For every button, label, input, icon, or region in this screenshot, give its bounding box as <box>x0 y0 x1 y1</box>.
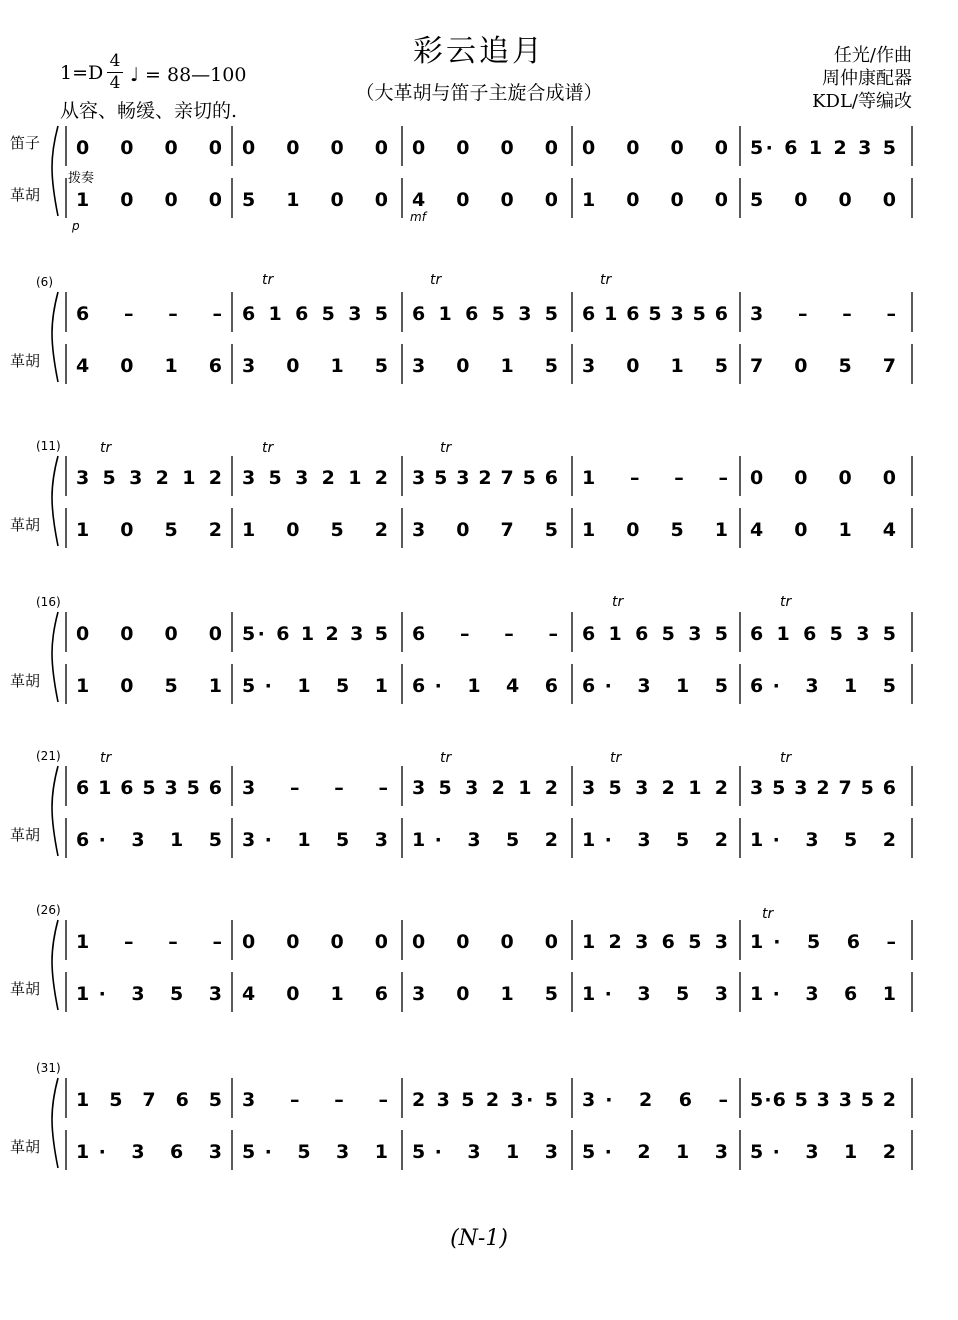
system-brace <box>52 612 58 702</box>
flute-measure: 3 5 3 2 1 2 <box>412 777 560 799</box>
gehu-measure: 4 0 0 0 <box>412 189 560 211</box>
flute-measure: 6 1 6 5 3 5 <box>582 623 730 645</box>
trill-mark: tr <box>430 272 442 288</box>
instrument-label-gehu: 革胡 <box>10 1138 41 1156</box>
pizzicato-label: 拨奏 <box>68 171 95 186</box>
instrument-label-gehu: 革胡 <box>10 352 41 370</box>
score-title: 彩云追月 <box>413 34 545 69</box>
measure-number: (21) <box>36 749 61 763</box>
gehu-measure: 1· 3 5 2 <box>750 829 898 851</box>
gehu-measure: 5· 3 1 3 <box>412 1141 560 1163</box>
flute-measure: 3 5 3 2 1 2 <box>76 467 224 489</box>
gehu-measure: 5 1 0 0 <box>242 189 390 211</box>
trill-mark: tr <box>440 750 452 766</box>
dynamic-p: p <box>72 219 80 233</box>
flute-measure: 3· 2 6 – <box>582 1089 730 1111</box>
flute-measure: 3 – – – <box>242 1089 390 1111</box>
measure-number: (16) <box>36 595 61 609</box>
trill-mark: tr <box>262 440 274 456</box>
system-brace <box>52 126 58 216</box>
flute-measure: 0 0 0 0 <box>242 137 390 159</box>
system-brace <box>52 292 58 382</box>
gehu-measure: 1· 3 6 3 <box>76 1141 224 1163</box>
trill-mark: tr <box>780 594 792 610</box>
flute-measure: 6 1 6 5 3 5 6 <box>76 777 224 799</box>
trill-mark: tr <box>780 750 792 766</box>
measure-number: (31) <box>36 1061 61 1075</box>
trill-mark: tr <box>262 272 274 288</box>
score-subtitle: （大革胡与笛子主旋合成谱） <box>355 82 603 104</box>
trill-mark: tr <box>600 272 612 288</box>
flute-measure: 0 0 0 0 <box>412 931 560 953</box>
flute-measure: 1 – – – <box>582 467 730 489</box>
flute-measure: 0 0 0 0 <box>242 931 390 953</box>
gehu-measure: 6· 3 1 5 <box>76 829 224 851</box>
flute-measure: 3 – – – <box>750 303 898 325</box>
measure-number: (26) <box>36 903 61 917</box>
flute-measure: 0 0 0 0 <box>76 137 224 159</box>
instrument-label-gehu: 革胡 <box>10 672 41 690</box>
gehu-measure: 6· 3 1 5 <box>750 675 898 697</box>
gehu-measure: 4 0 1 6 <box>242 983 390 1005</box>
measure-number: (11) <box>36 439 61 453</box>
instrument-label-gehu: 革胡 <box>10 826 41 844</box>
gehu-measure: 4 0 1 6 <box>76 355 224 377</box>
trill-mark: tr <box>100 750 112 766</box>
flute-measure: 1 2 3 6 5 3 <box>582 931 730 953</box>
flute-measure: 6 – – – <box>76 303 224 325</box>
gehu-measure: 6· 3 1 5 <box>582 675 730 697</box>
gehu-measure: 5· 1 5 1 <box>242 675 390 697</box>
instrument-label-gehu: 革胡 <box>10 980 41 998</box>
flute-measure: 1 5 7 6 5 <box>76 1089 224 1111</box>
tempo-marking: ♩ = 88—100 <box>130 64 247 86</box>
flute-measure: 5· 6 1 2 3 5 <box>750 137 898 159</box>
flute-measure: 0 0 0 0 <box>582 137 730 159</box>
flute-measure: 3 5 3 2 7 5 6 <box>412 467 560 489</box>
gehu-measure: 1· 3 6 1 <box>750 983 898 1005</box>
gehu-measure: 3 0 1 5 <box>242 355 390 377</box>
flute-measure: 6 1 6 5 3 5 <box>242 303 390 325</box>
measure-number: (6) <box>36 275 53 289</box>
trill-mark: tr <box>612 594 624 610</box>
gehu-measure: 3 0 1 5 <box>412 983 560 1005</box>
gehu-measure: 5· 3 1 2 <box>750 1141 898 1163</box>
credit-editor: KDL/等编改 <box>812 91 912 112</box>
gehu-measure: 5· 5 3 1 <box>242 1141 390 1163</box>
system-brace <box>52 456 58 546</box>
flute-measure: 3 5 3 2 7 5 6 <box>750 777 898 799</box>
gehu-measure: 1· 3 5 2 <box>412 829 560 851</box>
instrument-label-gehu: 革胡 <box>10 516 41 534</box>
trill-mark: tr <box>440 440 452 456</box>
flute-measure: 6 1 6 5 3 5 <box>750 623 898 645</box>
gehu-measure: 1 0 0 0 <box>76 189 224 211</box>
half-note-icon: ♩ <box>130 64 139 86</box>
gehu-measure: 1 0 5 1 <box>76 675 224 697</box>
flute-measure: 0 0 0 0 <box>750 467 898 489</box>
dynamic-mf: mf <box>410 210 426 224</box>
gehu-measure: 7 0 5 7 <box>750 355 898 377</box>
gehu-measure: 1· 3 5 3 <box>76 983 224 1005</box>
flute-measure: 6 1 6 5 3 5 <box>412 303 560 325</box>
flute-measure: 1 – – – <box>76 931 224 953</box>
flute-measure: 1· 5 6 – <box>750 931 898 953</box>
time-top: 4 <box>109 51 121 71</box>
credit-arranger: 周仲康配器 <box>822 68 912 89</box>
gehu-measure: 1 0 0 0 <box>582 189 730 211</box>
gehu-measure: 5 0 0 0 <box>750 189 898 211</box>
gehu-measure: 5· 2 1 3 <box>582 1141 730 1163</box>
gehu-measure: 1 0 5 2 <box>242 519 390 541</box>
time-bottom: 4 <box>109 73 121 93</box>
credit-composer: 任光/作曲 <box>833 45 912 66</box>
key-signature: 1=D <box>60 62 104 84</box>
gehu-measure: 4 0 1 4 <box>750 519 898 541</box>
gehu-measure: 1 0 5 2 <box>76 519 224 541</box>
flute-measure: 2 3 5 2 3· 5 <box>412 1089 560 1111</box>
flute-measure: 6 – – – <box>412 623 560 645</box>
trill-mark: tr <box>762 906 774 922</box>
trill-mark: tr <box>100 440 112 456</box>
system-brace <box>52 766 58 856</box>
gehu-measure: 3 0 7 5 <box>412 519 560 541</box>
gehu-measure: 3 0 1 5 <box>412 355 560 377</box>
system-brace <box>52 1078 58 1168</box>
gehu-measure: 1 0 5 1 <box>582 519 730 541</box>
gehu-measure: 1· 3 5 3 <box>582 983 730 1005</box>
trill-mark: tr <box>610 750 622 766</box>
flute-measure: 6 1 6 5 3 5 6 <box>582 303 730 325</box>
gehu-measure: 6· 1 4 6 <box>412 675 560 697</box>
flute-measure: 0 0 0 0 <box>412 137 560 159</box>
system-brace <box>52 920 58 1010</box>
flute-measure: 3 – – – <box>242 777 390 799</box>
gehu-measure: 1· 3 5 2 <box>582 829 730 851</box>
gehu-measure: 3 0 1 5 <box>582 355 730 377</box>
instrument-label-gehu: 革胡 <box>10 186 41 204</box>
gehu-measure: 3· 1 5 3 <box>242 829 390 851</box>
flute-measure: 5· 6 1 2 3 5 <box>242 623 390 645</box>
flute-measure: 5·6 5 3 3 5 2 <box>750 1089 898 1111</box>
expression-marking: 从容、畅缓、亲切的. <box>60 100 238 122</box>
flute-measure: 3 5 3 2 1 2 <box>242 467 390 489</box>
flute-measure: 0 0 0 0 <box>76 623 224 645</box>
instrument-label-flute: 笛子 <box>10 134 41 152</box>
flute-measure: 3 5 3 2 1 2 <box>582 777 730 799</box>
page-footer: (N-1) <box>450 1226 508 1251</box>
